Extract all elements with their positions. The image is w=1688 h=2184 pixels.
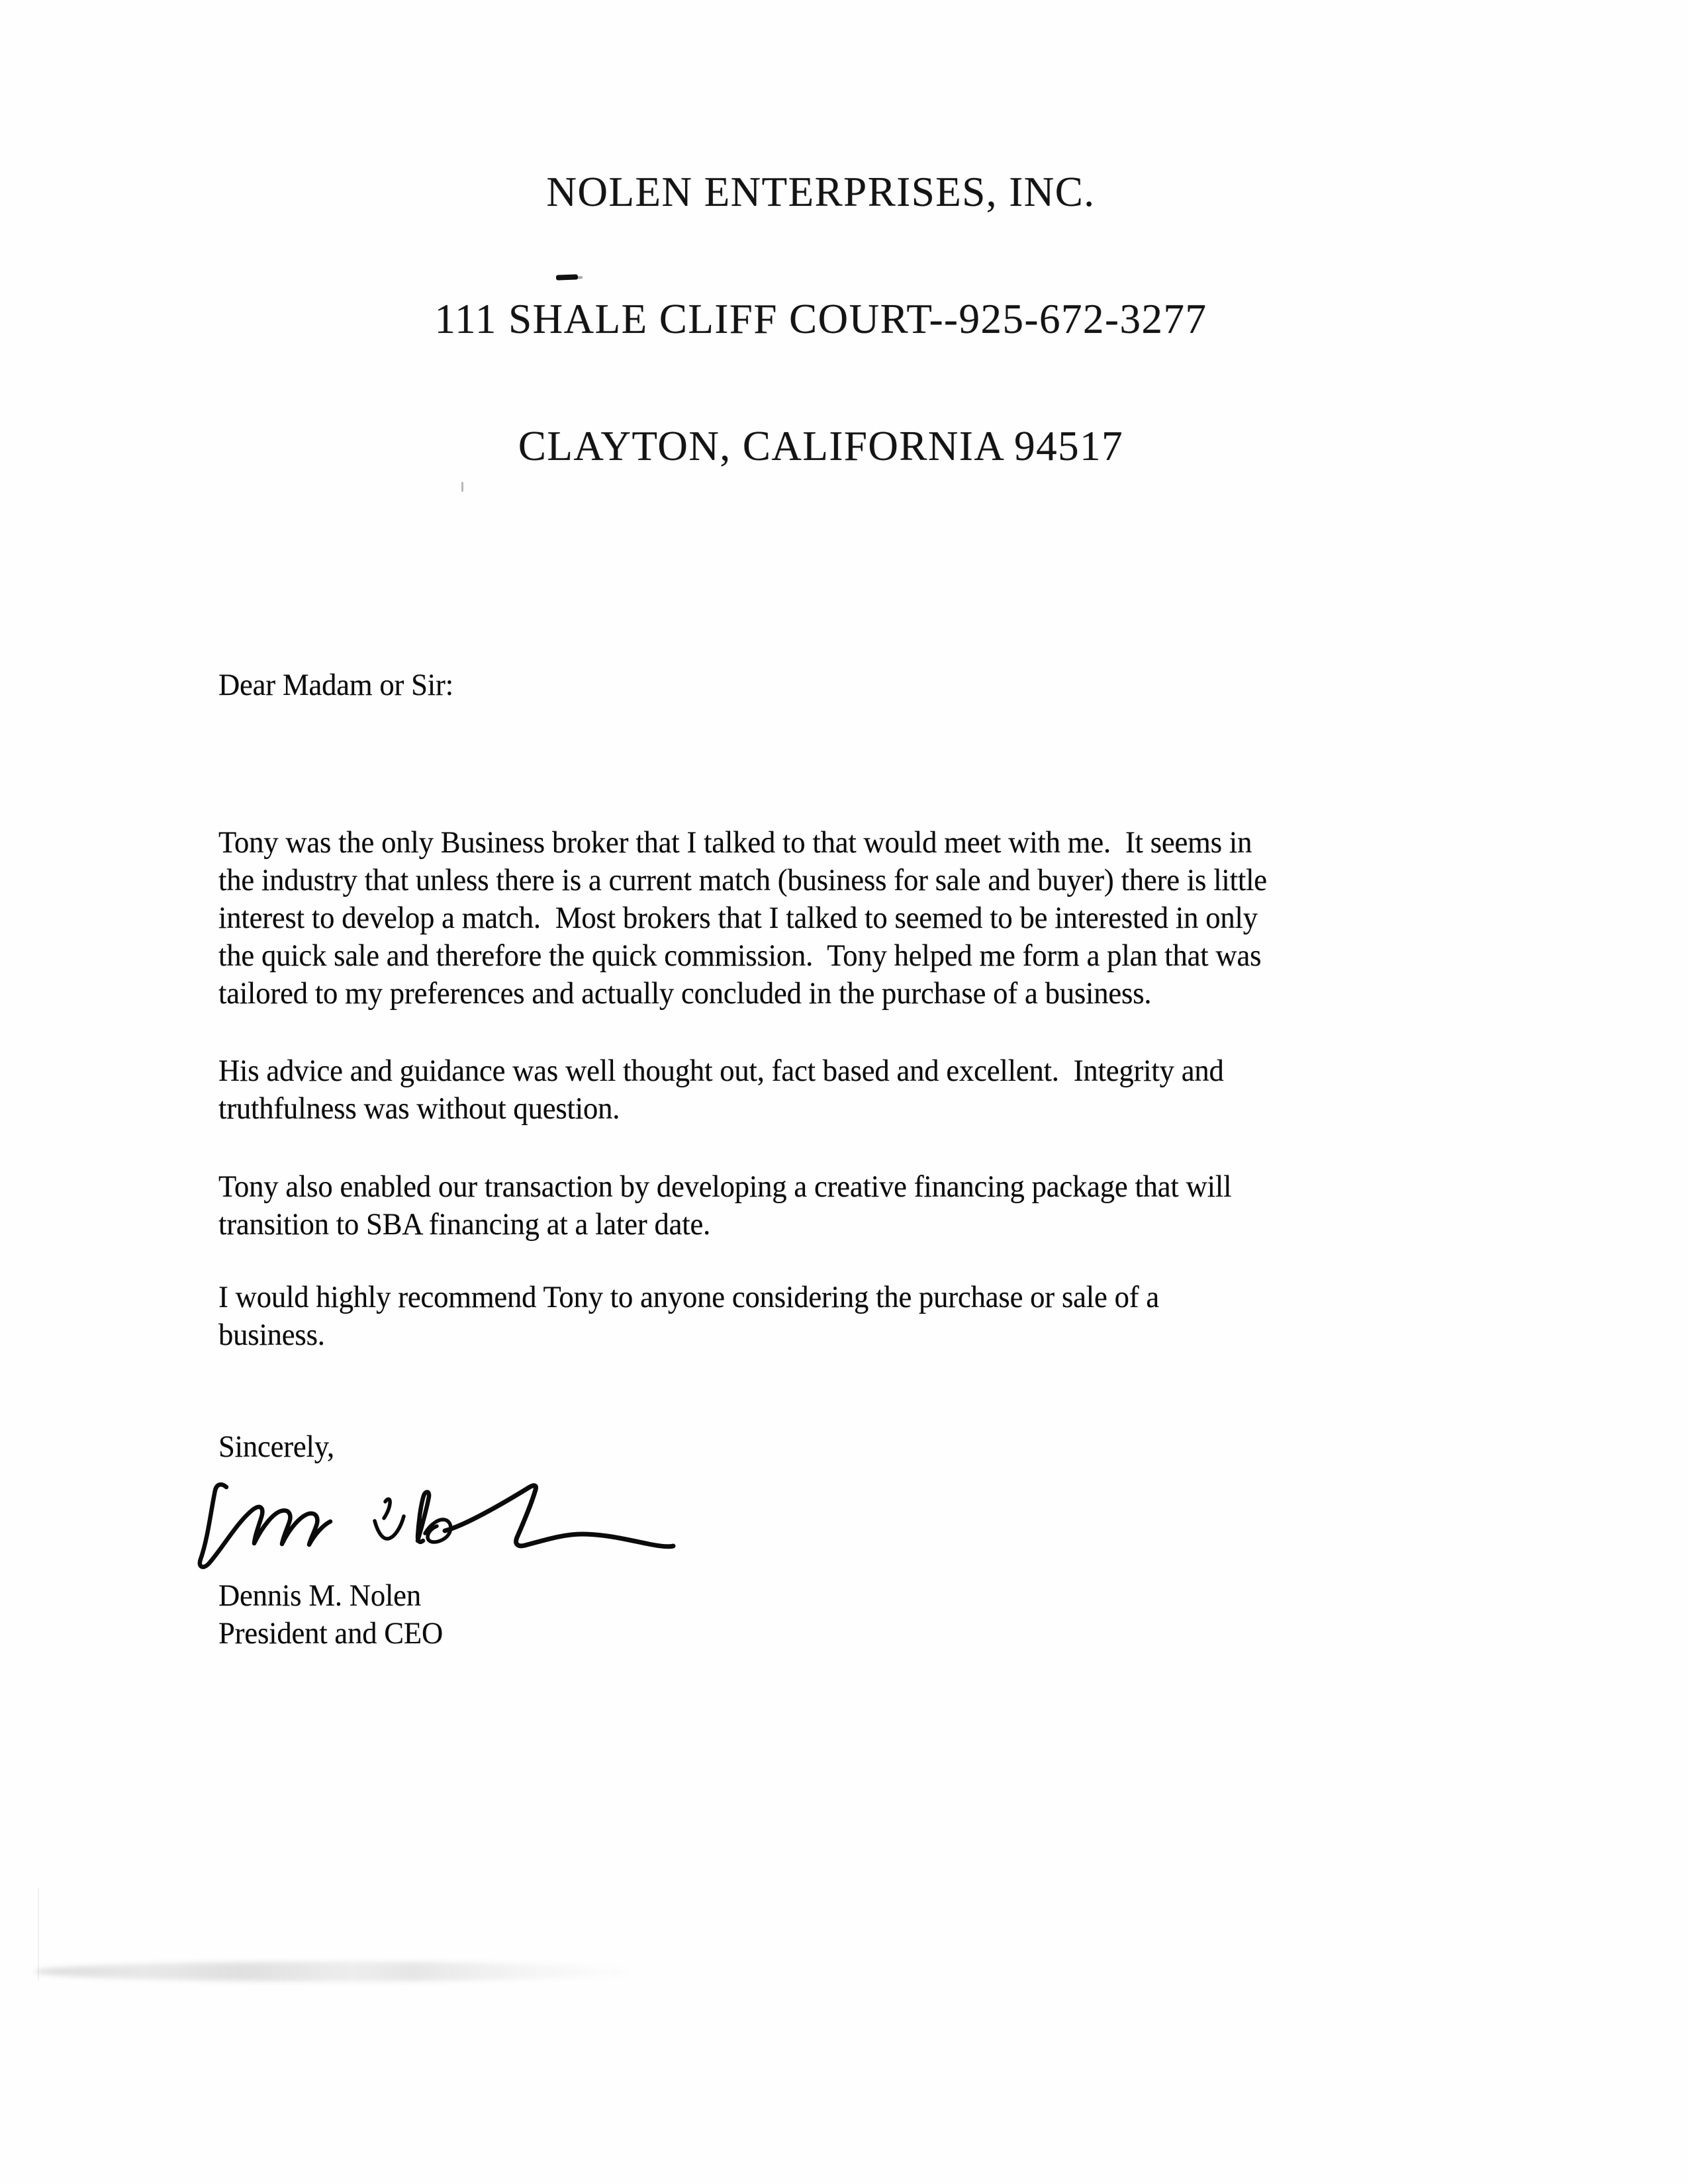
closing [218, 1428, 334, 1466]
paragraph-line: business. [218, 1318, 325, 1352]
paragraph-line: His advice and guidance was well thought out, fact based and excellent. Integrity and [218, 1054, 1224, 1088]
paragraph-line: the quick sale and therefore the quick commission. Tony helped me form a plan that was [218, 938, 1262, 973]
paragraph-line: Tony was the only Business broker that I talked to that would meet with me. It seems in [218, 825, 1252, 860]
edge-scan-line [38, 1888, 39, 1980]
signer-name: Dennis M. Nolen [218, 1578, 421, 1613]
paragraph-line: the industry that unless there is a current match (business for sale and buyer) there is little [218, 863, 1267, 897]
paragraph-1 [218, 824, 1267, 1013]
paragraph-line: I would highly recommend Tony to anyone considering the purchase or sale of a [218, 1280, 1160, 1314]
signer-block [218, 1577, 443, 1653]
letterhead-address-phone: 111 SHALE CLIFF COURT--925-672-3277 [434, 296, 1207, 342]
signature-icon [192, 1479, 682, 1575]
paragraph-line: tailored to my preferences and actually concluded in the purchase of a business. [218, 976, 1152, 1011]
letterhead-company-name: NOLEN ENTERPRISES, INC. [546, 169, 1096, 215]
paragraph-line: Tony also enabled our transaction by developing a creative financing package that will [218, 1169, 1232, 1204]
signer-title: President and CEO [218, 1616, 444, 1651]
salutation-text: Dear Madam or Sir: [218, 668, 453, 702]
bottom-smudge [34, 1962, 643, 1981]
paragraph-line: interest to develop a match. Most brokers that I talked to seemed to be interested in only [218, 901, 1258, 935]
paragraph-4 [218, 1279, 1159, 1354]
salutation [218, 666, 453, 704]
paragraph-line: truthfulness was without question. [218, 1091, 620, 1126]
paragraph-2 [218, 1052, 1224, 1128]
letter-body [218, 0, 1363, 2184]
letterhead-city-state-zip: CLAYTON, CALIFORNIA 94517 [518, 423, 1124, 469]
paragraph-3 [218, 1168, 1231, 1244]
paragraph-line: transition to SBA financing at a later date. [218, 1207, 711, 1242]
closing-text: Sincerely, [218, 1430, 334, 1464]
